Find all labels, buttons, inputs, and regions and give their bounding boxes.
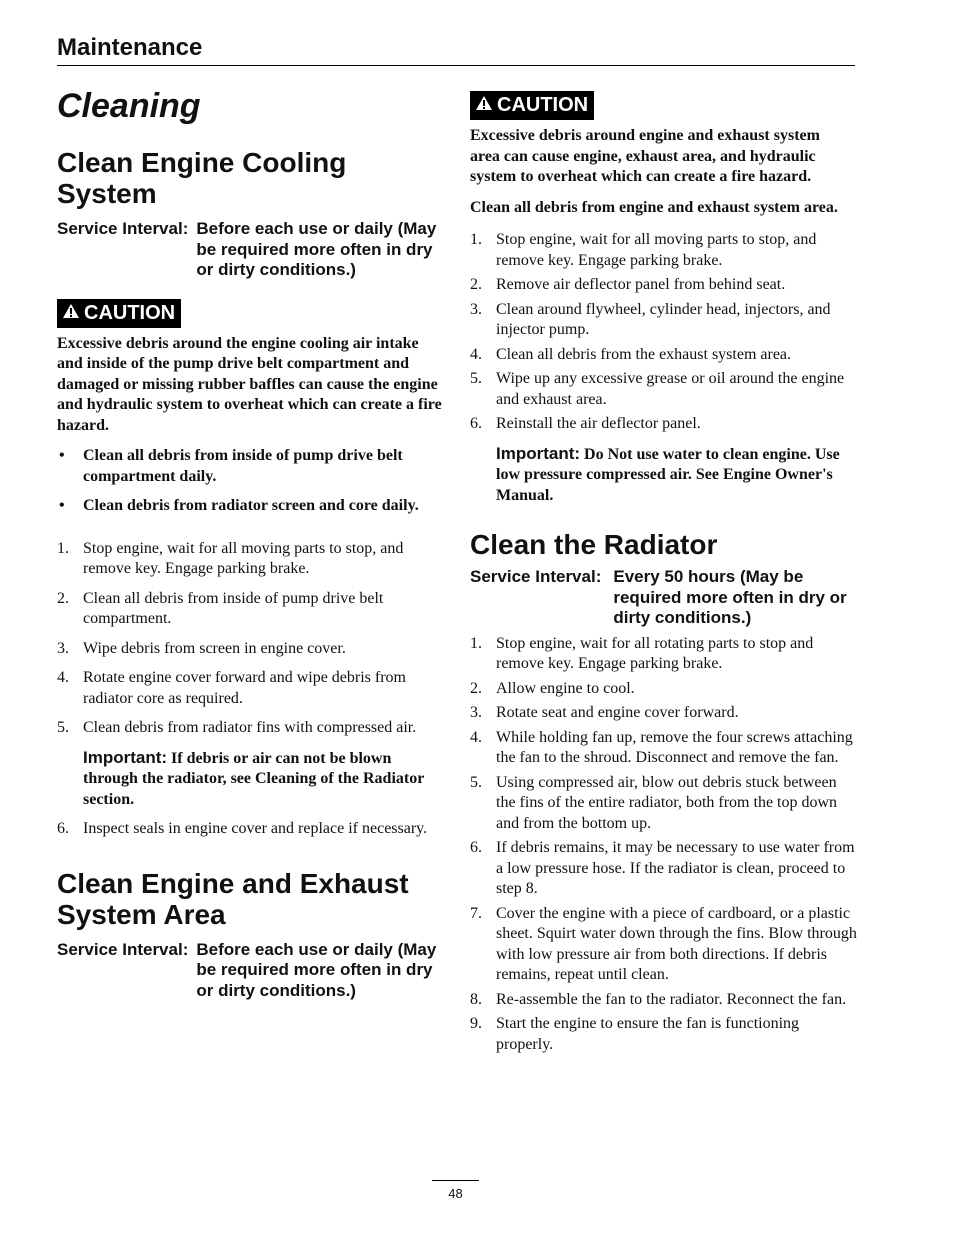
- exhaust-important-note: [470, 444, 860, 507]
- list-item: • Clean debris from radiator screen and core daily.: [57, 496, 447, 517]
- list-item: 1. Stop engine, wait for all rotating parts to stop and remove key. Engage parking brake.: [470, 634, 814, 672]
- exhaust-heading: Clean Engine and Exhaust System Area: [57, 867, 409, 930]
- list-item: 2. Remove air deflector panel from behind seat.: [470, 276, 786, 293]
- list-item: 6. If debris remains, it may be necessary to use water from a low pressure hose. If the radiator is clean, proceed to step 8.: [470, 839, 855, 897]
- cooling-heading: Clean Engine Cooling System: [57, 147, 347, 209]
- right-column: [470, 91, 860, 1055]
- important-text: Do Not use water to clean engine. Use low pressure compressed air. See Engine Owner's Manual.: [496, 445, 840, 504]
- list-item: 4. Rotate engine cover forward and wipe debris from radiator core as required.: [57, 669, 406, 707]
- bullet-icon: •: [59, 497, 65, 514]
- list-item: 6. Reinstall the air deflector panel.: [470, 415, 701, 432]
- cooling-caution-text: Excessive debris around the engine cooling air intake and inside of the pump drive belt compartment and damaged or missing rubber baffles can cause the engine and hydraulic system to overheat which can create a fire hazard.: [57, 334, 442, 434]
- bullet-icon: •: [59, 447, 65, 464]
- cooling-bullet-list: [57, 446, 447, 517]
- list-item: 5. Wipe up any excessive grease or oil around the engine and exhaust area.: [470, 370, 845, 408]
- radiator-heading: Clean the Radiator: [470, 529, 718, 560]
- page-number: 48: [448, 1186, 463, 1201]
- exhaust-caution-text: Excessive debris around engine and exhaust system area can cause engine, exhaust area, and hydraulic system to overheat which can create a fire hazard.: [470, 127, 820, 185]
- exhaust-steps: [470, 230, 860, 435]
- list-item: 1. Stop engine, wait for all moving parts to stop, and remove key. Engage parking brake.: [470, 231, 817, 269]
- caution-label: CAUTION: [84, 301, 176, 324]
- caution-badge: [57, 299, 181, 328]
- list-item: 5. Using compressed air, blow out debris stuck between the fins of the entire radiator, both from the top down and from the bottom up.: [470, 773, 838, 832]
- interval-value: Every 50 hours (May be required more often in dry or dirty conditions.): [613, 567, 847, 627]
- warning-triangle-icon: [475, 92, 493, 118]
- important-label: Important:: [496, 443, 581, 463]
- list-item: 5. Clean debris from radiator fins with compressed air.: [57, 719, 417, 736]
- list-item: 2. Clean all debris from inside of pump drive belt compartment.: [57, 589, 384, 627]
- list-item: 2. Allow engine to cool.: [470, 679, 635, 697]
- cooling-important-note: [57, 748, 447, 811]
- radiator-service-interval: [470, 567, 860, 629]
- radiator-steps: [470, 634, 860, 1056]
- interval-label: Service Interval:: [57, 219, 189, 238]
- list-item: 4. While holding fan up, remove the four screws attaching the fan to the shroud. Disconnect and remove the fan.: [470, 728, 853, 766]
- list-item: 8. Re-assemble the fan to the radiator. Reconnect the fan.: [470, 990, 847, 1008]
- caution-badge: [470, 91, 594, 120]
- interval-label: Service Interval:: [470, 567, 602, 586]
- left-column: [57, 86, 447, 1001]
- section-title: Maintenance: [57, 34, 203, 61]
- caution-label: CAUTION: [497, 94, 589, 116]
- cooling-caution: [57, 299, 447, 328]
- list-item: 1. Stop engine, wait for all moving parts to stop, and remove key. Engage parking brake.: [57, 539, 404, 577]
- interval-value: Before each use or daily (May be required more often in dry or dirty conditions.): [196, 219, 437, 279]
- list-item: 3. Rotate seat and engine cover forward.: [470, 704, 739, 721]
- exhaust-caution: [470, 91, 860, 120]
- list-item: 3. Wipe debris from screen in engine cover.: [57, 639, 346, 657]
- page-header: [57, 33, 855, 66]
- warning-triangle-icon: [62, 300, 80, 326]
- footer-divider: [432, 1180, 479, 1181]
- important-text: If debris or air can not be blown through the radiator, see Cleaning of the Radiator section.: [83, 749, 425, 808]
- list-item: 6. Inspect seals in engine cover and replace if necessary.: [57, 820, 428, 837]
- cooling-steps-continued: [57, 819, 447, 840]
- interval-label: Service Interval:: [57, 939, 189, 959]
- list-item: 9. Start the engine to ensure the fan is functioning properly.: [470, 1015, 800, 1053]
- list-item: 4. Clean all debris from the exhaust system area.: [470, 345, 792, 363]
- list-item: • Clean all debris from inside of pump drive belt compartment daily.: [59, 447, 403, 485]
- list-item: 3. Clean around flywheel, cylinder head, injectors, and injector pump.: [470, 300, 831, 338]
- cooling-service-interval: [57, 219, 447, 281]
- chapter-title: Cleaning: [57, 87, 201, 125]
- exhaust-caution-text-2: Clean all debris from engine and exhaust system area.: [470, 198, 838, 216]
- exhaust-service-interval: [57, 940, 447, 1002]
- interval-value: Before each use or daily (May be required more often in dry or dirty conditions.): [196, 939, 437, 1000]
- important-label: Important:: [83, 747, 168, 767]
- cooling-steps: [57, 539, 447, 739]
- list-item: 7. Cover the engine with a piece of cardboard, or a plastic sheet. Squirt water down through the fins. Blow through with low pressure air from both directions. If debris remains, repeat until clean.: [470, 904, 857, 983]
